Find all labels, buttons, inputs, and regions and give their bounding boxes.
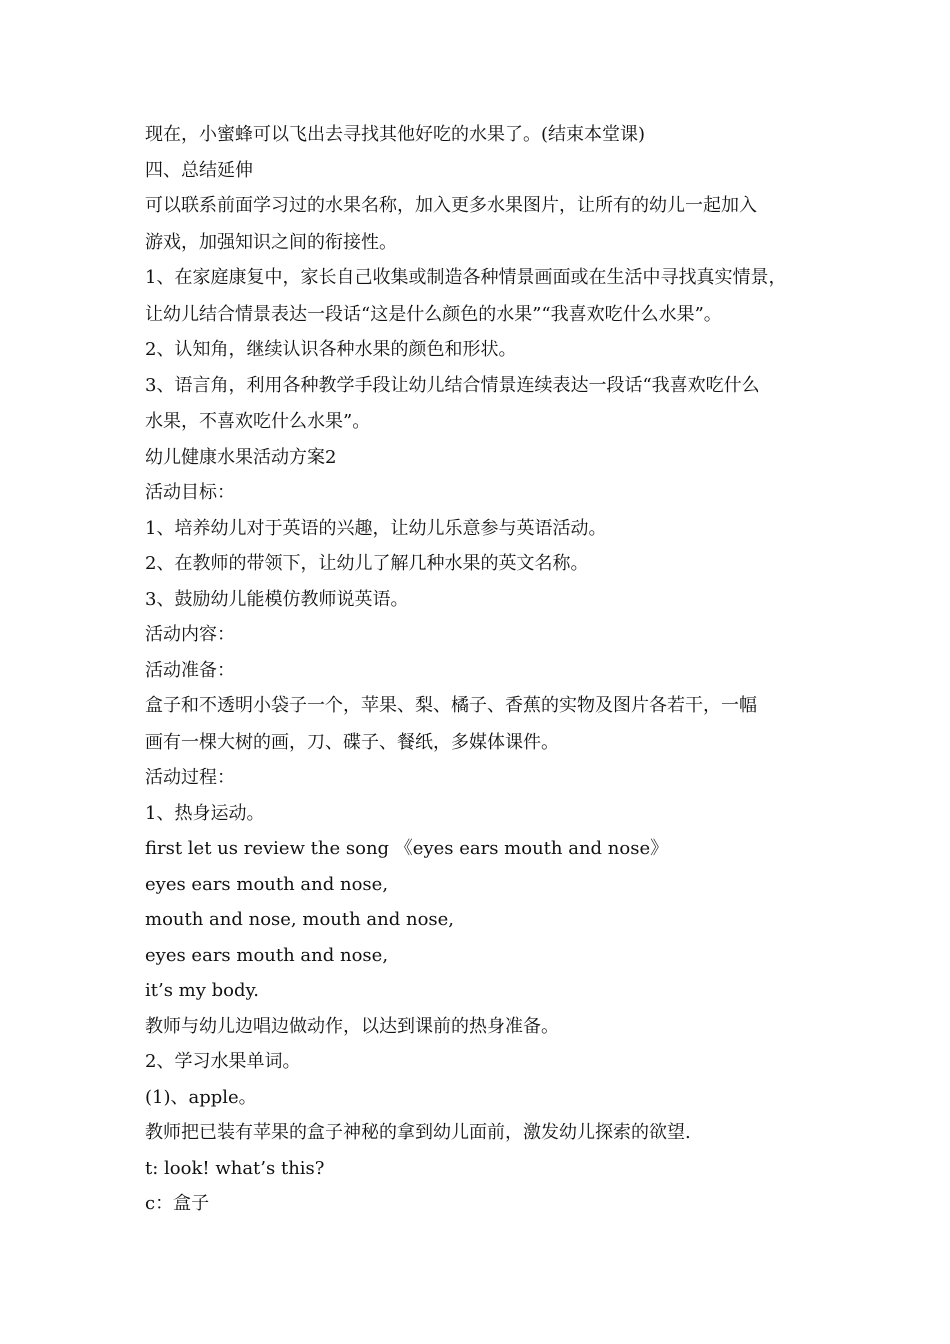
paragraph-line: eyes ears mouth and nose, bbox=[145, 873, 389, 895]
paragraph-line: 1、热身运动。 bbox=[145, 802, 265, 824]
paragraph-line: 让幼儿结合情景表达一段话“这是什么颜色的水果”“我喜欢吃什么水果”。 bbox=[145, 303, 722, 325]
paragraph-line: c：盒子 bbox=[145, 1193, 210, 1214]
section-heading: 活动目标： bbox=[145, 482, 235, 503]
paragraph-line: 1、在家庭康复中，家长自己收集或制造各种情景画面或在生活中寻找真实情景， bbox=[145, 267, 787, 288]
document-page bbox=[145, 117, 825, 1222]
paragraph-line: eyes ears mouth and nose, bbox=[145, 944, 389, 966]
paragraph-line: (1)、apple。 bbox=[145, 1086, 257, 1108]
paragraph-line: 2、学习水果单词。 bbox=[145, 1051, 301, 1072]
paragraph-line: t: look! what’s this? bbox=[145, 1157, 325, 1179]
section-heading: 幼儿健康水果活动方案2 bbox=[145, 446, 337, 468]
paragraph-line: 2、在教师的带领下，让幼儿了解几种水果的英文名称。 bbox=[145, 553, 589, 574]
section-heading: 活动内容： bbox=[145, 624, 235, 645]
paragraph-line: 画有一棵大树的画，刀、碟子、餐纸，多媒体课件。 bbox=[145, 731, 559, 753]
paragraph-line: mouth and nose, mouth and nose, bbox=[145, 909, 455, 930]
paragraph-line: 3、语言角，利用各种教学手段让幼儿结合情景连续表达一段话“我喜欢吃什么 bbox=[145, 374, 760, 396]
paragraph-line: 游戏，加强知识之间的衔接性。 bbox=[145, 231, 397, 253]
paragraph-line: 现在，小蜜蜂可以飞出去寻找其他好吃的水果了。(结束本堂课) bbox=[145, 124, 646, 145]
paragraph-line: 教师把已装有苹果的盒子神秘的拿到幼儿面前，激发幼儿探索的欲望. bbox=[145, 1122, 691, 1143]
section-heading: 活动准备： bbox=[145, 659, 235, 681]
paragraph-line: 1、培养幼儿对于英语的兴趣，让幼儿乐意参与英语活动。 bbox=[145, 517, 607, 539]
paragraph-line: 2、认知角，继续认识各种水果的颜色和形状。 bbox=[145, 339, 517, 360]
section-heading: 活动过程： bbox=[145, 767, 235, 788]
paragraph-line: 教师与幼儿边唱边做动作，以达到课前的热身准备。 bbox=[145, 1015, 559, 1037]
paragraph-line: 盒子和不透明小袋子一个，苹果、梨、橘子、香蕉的实物及图片各若干，一幅 bbox=[145, 695, 757, 716]
paragraph-line: first let us review the song 《eyes ears mouth and nose》 bbox=[145, 838, 669, 859]
paragraph-line: 水果，不喜欢吃什么水果”。 bbox=[145, 411, 371, 432]
paragraph-line: 可以联系前面学习过的水果名称，加入更多水果图片，让所有的幼儿一起加入 bbox=[145, 195, 757, 216]
paragraph-line: it’s my body. bbox=[145, 980, 260, 1001]
paragraph-line: 3、鼓励幼儿能模仿教师说英语。 bbox=[145, 588, 409, 610]
section-heading: 四、总结延伸 bbox=[145, 159, 253, 181]
